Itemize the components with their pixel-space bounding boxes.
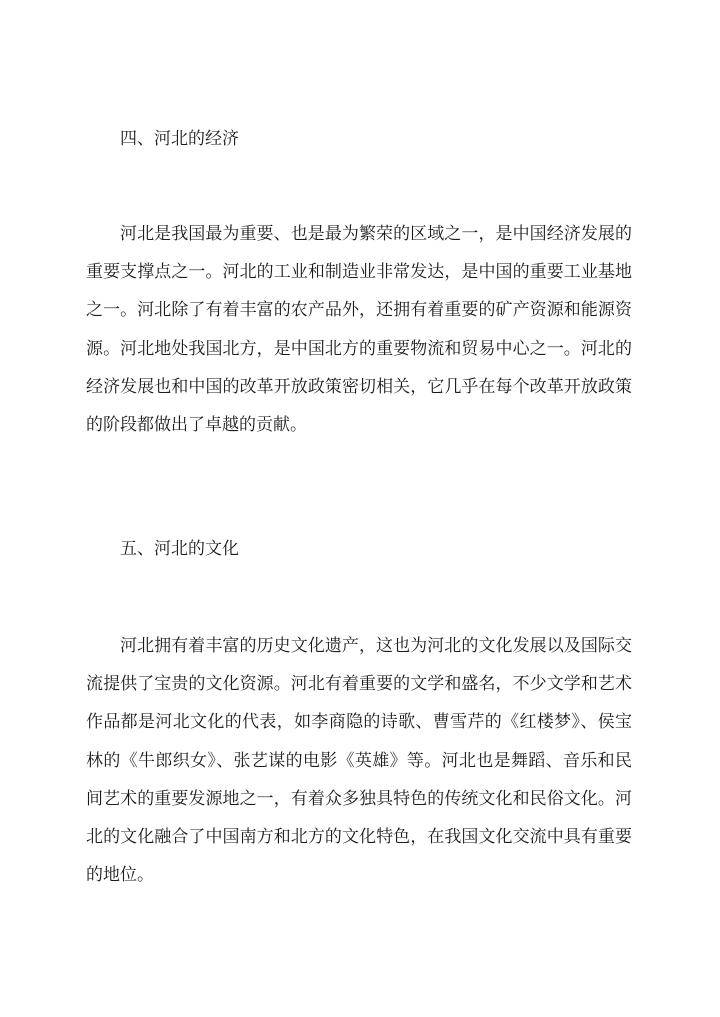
paragraph-culture: [86, 634, 632, 901]
paragraph-line: 流提供了宝贵的文化资源。河北有着重要的文学和盛名，不少文学和艺术: [86, 674, 632, 695]
paragraph-line: 北的文化融合了中国南方和北方的文化特色，在我国文化交流中具有重要: [86, 826, 632, 847]
paragraph-line: 源。河北地处我国北方，是中国北方的重要物流和贸易中心之一。河北的: [86, 338, 632, 359]
paragraph-line: 间艺术的重要发源地之一，有着众多独具特色的传统文化和民俗文化。河: [86, 788, 632, 809]
paragraph-line: 之一。河北除了有着丰富的农产品外，还拥有着重要的矿产资源和能源资: [86, 300, 632, 321]
paragraph-line: 的阶段都做出了卓越的贡献。: [86, 414, 307, 435]
paragraph-line: 重要支撑点之一。河北的工业和制造业非常发达，是中国的重要工业基地: [86, 262, 632, 283]
paragraph-line: 河北拥有着丰富的历史文化遗产，这也为河北的文化发展以及国际交: [120, 636, 632, 656]
paragraph-line: 经济发展也和中国的改革开放政策密切相关，它几乎在每个改革开放政策: [86, 376, 632, 397]
paragraph-line: 河北是我国最为重要、也是最为繁荣的区域之一，是中国经济发展的: [120, 224, 632, 244]
section-heading-culture: 五、河北的文化: [120, 539, 239, 559]
paragraph-economy: [86, 222, 632, 451]
section-heading-economy: 四、河北的经济: [120, 129, 239, 149]
paragraph-line: 作品都是河北文化的代表，如李商隐的诗歌、曹雪芹的《红楼梦》、侯宝: [86, 712, 632, 733]
paragraph-line: 的地位。: [86, 865, 154, 886]
paragraph-line: 林的《牛郎织女》、张艺谋的电影《英雄》等。河北也是舞蹈、音乐和民: [86, 750, 632, 771]
